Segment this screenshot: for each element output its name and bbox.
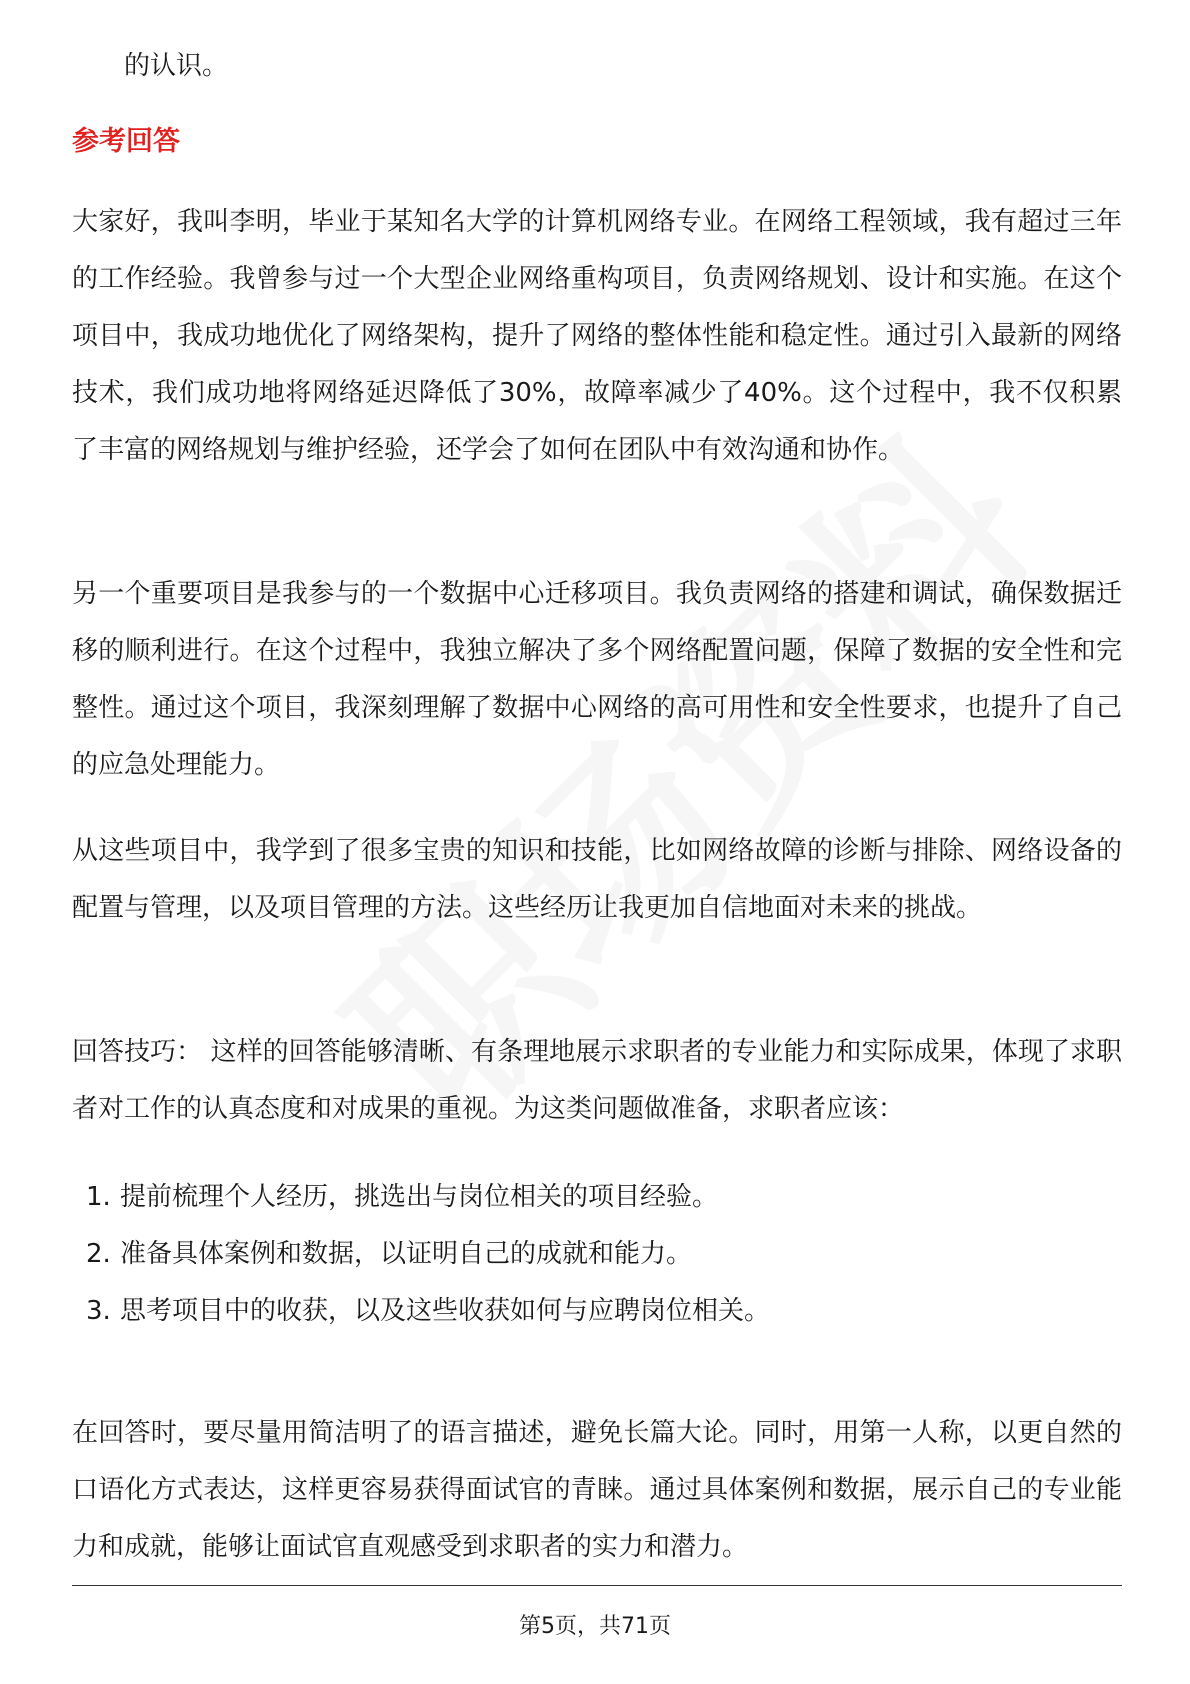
answer-paragraph-1: 大家好，我叫李明，毕业于某知名大学的计算机网络专业。在网络工程领域，我有超过三年的工作经验。我曾参与过一个大型企业网络重构项目，负责网络规划、设计和实施。在这个项目中，我成功地优化了网络架构，提升了网络的整体性能和稳定性。通过引入最新的网络技术，我们成功地将网络延迟降低了30%，故障率减少了40%。这个过程中，我不仅积累了丰富的网络规划与维护经验，还学会了如何在团队中有效沟通和协作。 — [72, 207, 1122, 465]
list-item — [86, 1226, 770, 1283]
list-item-text: 准备具体案例和数据，以证明自己的成就和能力。 — [120, 1239, 693, 1269]
list-item-number: 2. — [86, 1239, 111, 1269]
list-item-number: 3. — [86, 1296, 111, 1326]
footer-divider — [72, 1585, 1122, 1586]
list-item — [86, 1169, 770, 1226]
list-item-number: 1. — [86, 1182, 111, 1212]
list-item — [86, 1283, 770, 1340]
continued-text: 的认识。 — [124, 51, 229, 81]
page-number: 第5页，共71页 — [519, 1614, 671, 1639]
list-item-text: 思考项目中的收获，以及这些收获如何与应聘岗位相关。 — [120, 1296, 771, 1326]
closing-paragraph: 在回答时，要尽量用简洁明了的语言描述，避免长篇大论。同时，用第一人称，以更自然的口语化方式表达，这样更容易获得面试官的青睐。通过具体案例和数据，展示自己的专业能力和成就，能够让面试官直观感受到求职者的实力和潜力。 — [72, 1418, 1122, 1562]
list-item-text: 提前梳理个人经历，挑选出与岗位相关的项目经验。 — [120, 1182, 719, 1212]
answer-paragraph-3: 从这些项目中，我学到了很多宝贵的知识和技能，比如网络故障的诊断与排除、网络设备的配置与管理，以及项目管理的方法。这些经历让我更加自信地面对未来的挑战。 — [72, 836, 1122, 923]
tips-intro-paragraph: 回答技巧： 这样的回答能够清晰、有条理地展示求职者的专业能力和实际成果，体现了求职者对工作的认真态度和对成果的重视。为这类问题做准备，求职者应该： — [72, 1037, 1122, 1124]
section-heading: 参考回答 — [72, 126, 180, 157]
tips-list — [86, 1169, 770, 1340]
answer-paragraph-2: 另一个重要项目是我参与的一个数据中心迁移项目。我负责网络的搭建和调试，确保数据迁移的顺利进行。在这个过程中，我独立解决了多个网络配置问题，保障了数据的安全性和完整性。通过这个项目，我深刻理解了数据中心网络的高可用性和安全性要求，也提升了自己的应急处理能力。 — [72, 579, 1122, 780]
